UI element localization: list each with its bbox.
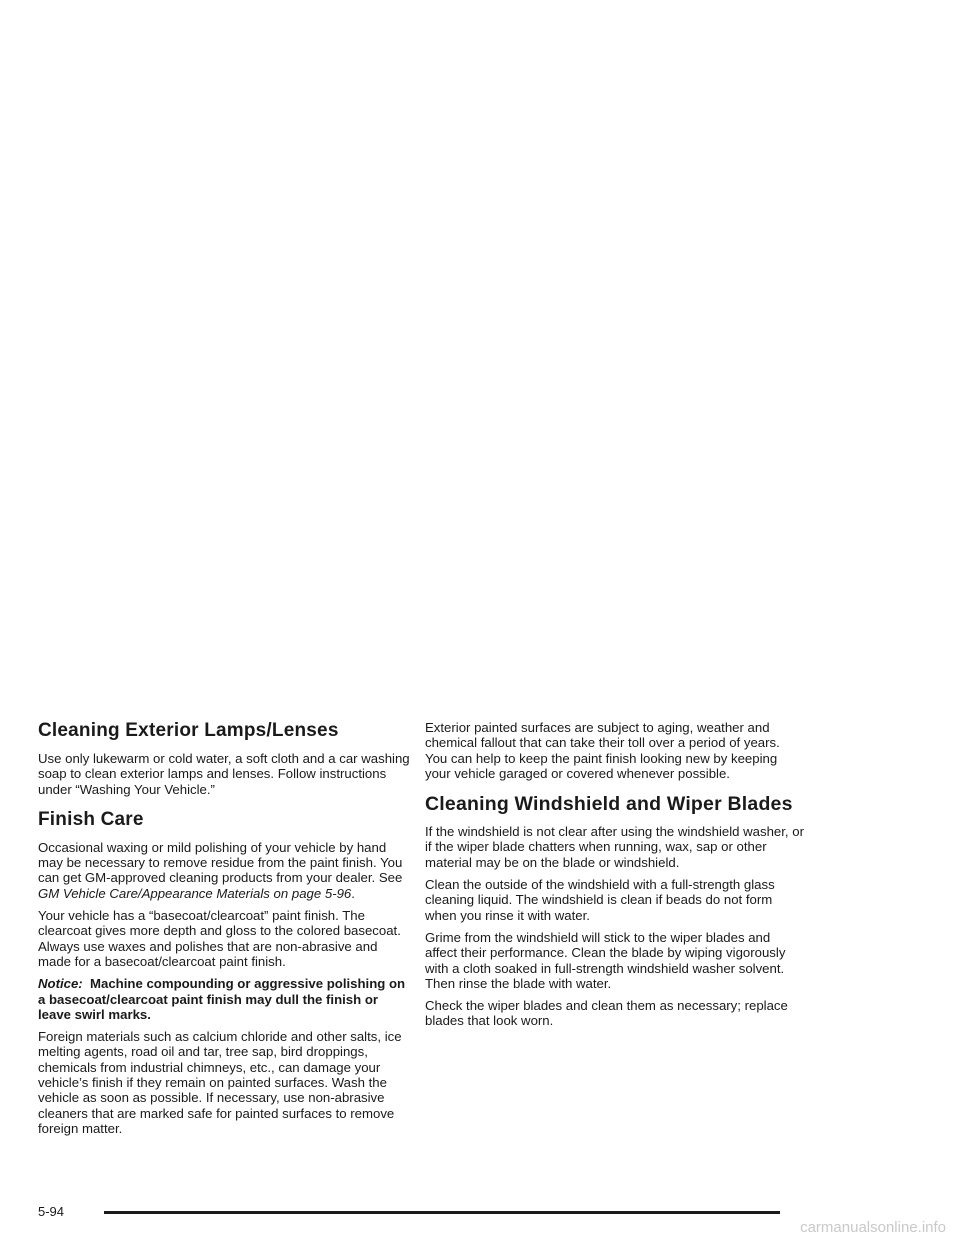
paragraph: Grime from the windshield will stick to the wiper blades and affect their performance. Clean the blade by wiping vigorously with a cloth soaked in full-strength windshield washer solvent. Then rinse the blade with water. [425, 929, 786, 991]
notice-label: Notice: [38, 976, 83, 992]
right-column [425, 720, 805, 1036]
watermark: carmanualsonline.info [800, 1219, 946, 1236]
paragraph: Clean the outside of the windshield with a full-strength glass cleaning liquid. The windshield is clean if beads do not form when you rinse it with water. [425, 877, 775, 923]
section-title-exterior-lamps: Cleaning Exterior Lamps/Lenses [38, 720, 339, 741]
paragraph: If the windshield is not clear after using the windshield washer, or if the wiper blade chatters when running, wax, sap or other material may be on the blade or windshield. [425, 824, 804, 870]
notice-text: Machine compounding or aggressive polishing on a basecoat/clearcoat paint finish may dull the finish or leave swirl marks. [38, 976, 406, 1022]
section-title-finish-care: Finish Care [38, 808, 144, 830]
footer-rule [104, 1211, 780, 1214]
paragraph-end: . [351, 885, 355, 901]
left-column [38, 720, 410, 1143]
paragraph: Foreign materials such as calcium chloride and other salts, ice melting agents, road oil and tar, tree sap, bird droppings, chemicals from industrial chimneys, etc., can damage your vehicle’s finish if they remain on painted surfaces. Wash the vehicle as soon as possible. If necessary, use non-abrasive cleaners that are marked safe for painted surfaces to remove foreign matter. [38, 1029, 402, 1136]
paragraph: Check the wiper blades and clean them as necessary; replace blades that look worn. [425, 998, 788, 1029]
cross-reference-link[interactable]: GM Vehicle Care/Appearance Materials on page 5-96 [38, 885, 352, 901]
paragraph: Use only lukewarm or cold water, a soft cloth and a car washing soap to clean exterior lamps and lenses. Follow instructions under “Washing Your Vehicle.” [38, 751, 410, 797]
page-number: 5-94 [38, 1204, 65, 1219]
paragraph: Exterior painted surfaces are subject to aging, weather and chemical fallout that can take their toll over a period of years. You can help to keep the paint finish looking new by keeping your vehicle garaged or covered whenever possible. [425, 720, 780, 781]
section-title-windshield: Cleaning Windshield and Wiper Blades [425, 793, 793, 816]
paragraph [38, 840, 410, 901]
paragraph-text: Occasional waxing or mild polishing of your vehicle by hand may be necessary to remove residue from the paint finish. You can get GM-approved cleaning products from your dealer. See [38, 839, 403, 886]
paragraph: Your vehicle has a “basecoat/clearcoat” paint finish. The clearcoat gives more depth and gloss to the colored basecoat. Always use waxes and polishes that are non-abrasive and made for a basecoat/clearcoat paint finish. [38, 908, 401, 969]
notice-paragraph [38, 976, 410, 1022]
